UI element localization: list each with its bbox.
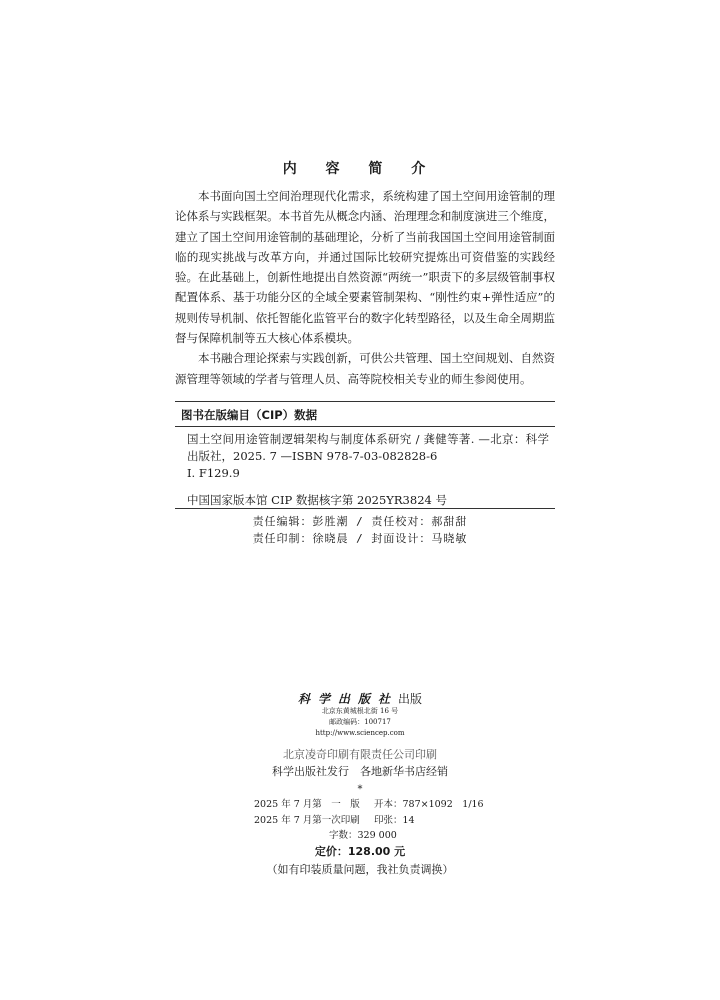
summary-paragraph: 本书面向国土空间治理现代化需求，系统构建了国土空间用途管制的理论体系与实践框架。本书首先从概念内涵、治理理念和制度演进三个维度，建立了国土空间用途管制的基础理论，分析了当前我国国土空间用途管制面临的现实挑战与改革方向，并通过国际比较研究提炼出可资借鉴的实践经验。在此基础上，创新性地提出自然资源“两统一”职责下的多层级管制事权配置体系、基于功能分区的全域全要素管制架构、“刚性约束+弹性适应”的规则传导机制、依托智能化监管平台的数字化转型路径，以及生命全周期监督与保障机制等五大核心体系模块。 xyxy=(175,189,555,346)
price: 定价：128.00 元 xyxy=(314,845,406,858)
cip-heading: 图书在版编目（CIP）数据 xyxy=(181,408,318,422)
separator-star: * xyxy=(357,784,363,795)
summary-paragraph: 本书融合理论探索与实践创新，可供公共管理、国土空间规划、自然资源管理等领域的学者与管理人员、高等院校相关专业的师生参阅使用。 xyxy=(175,351,555,386)
impression-text: 2025 年 7 月第一次印刷 xyxy=(254,814,360,826)
word-count-text: 字数：329 000 xyxy=(329,830,397,841)
publisher-suffix: 出版 xyxy=(398,692,423,706)
cip-top-rule xyxy=(175,401,555,402)
credits-line: 责任印制：徐晓晨 / 封面设计：马晓敏 xyxy=(252,532,468,545)
credits-line: 责任编辑：彭胜潮 / 责任校对：郝甜甜 xyxy=(252,515,468,528)
printer-name: 北京凌奇印刷有限责任公司印刷 xyxy=(283,748,437,761)
printer-info xyxy=(0,746,720,780)
impression-row xyxy=(254,813,484,829)
replacement-note: （如有印装质量问题，我社负责调换） xyxy=(266,863,454,876)
publisher-website: http://www.sciencep.com xyxy=(315,729,405,737)
distribution-line: 科学出版社发行 各地新华书店经销 xyxy=(272,765,448,778)
edition-text: 2025 年 7 月第 一 版 xyxy=(254,799,360,810)
sheets-text: 印张：14 xyxy=(374,814,415,826)
cip-classification: Ⅰ. F129.9 xyxy=(187,466,240,480)
publisher-wordmark: 科学出版社 xyxy=(297,692,398,706)
summary-title: 内 容 简 介 xyxy=(282,161,438,177)
publisher-address: 北京东黄城根北街 16 号 xyxy=(321,707,399,715)
staff-credits xyxy=(0,513,720,547)
cip-block xyxy=(187,431,549,509)
edition-row xyxy=(254,797,484,813)
publisher-postcode: 邮政编码：100717 xyxy=(329,718,391,726)
cip-citation: 国土空间用途管制逻辑架构与制度体系研究 / 龚健等著. —北京：科学出版社，2025. 7 —ISBN 978-7-03-082828-6 xyxy=(187,432,549,463)
printing-details xyxy=(254,797,484,844)
cip-heading-rule xyxy=(175,426,555,427)
cip-spacer xyxy=(187,482,549,492)
summary-body xyxy=(175,186,555,389)
publisher-name xyxy=(0,690,720,707)
format-text: 开本：787×1092 1/16 xyxy=(374,799,484,810)
cip-bottom-rule xyxy=(175,508,555,509)
publisher-contact xyxy=(0,706,720,739)
word-count-row xyxy=(254,828,484,844)
cip-record-number: 中国国家版本馆 CIP 数据核字第 2025YR3824 号 xyxy=(187,493,447,507)
